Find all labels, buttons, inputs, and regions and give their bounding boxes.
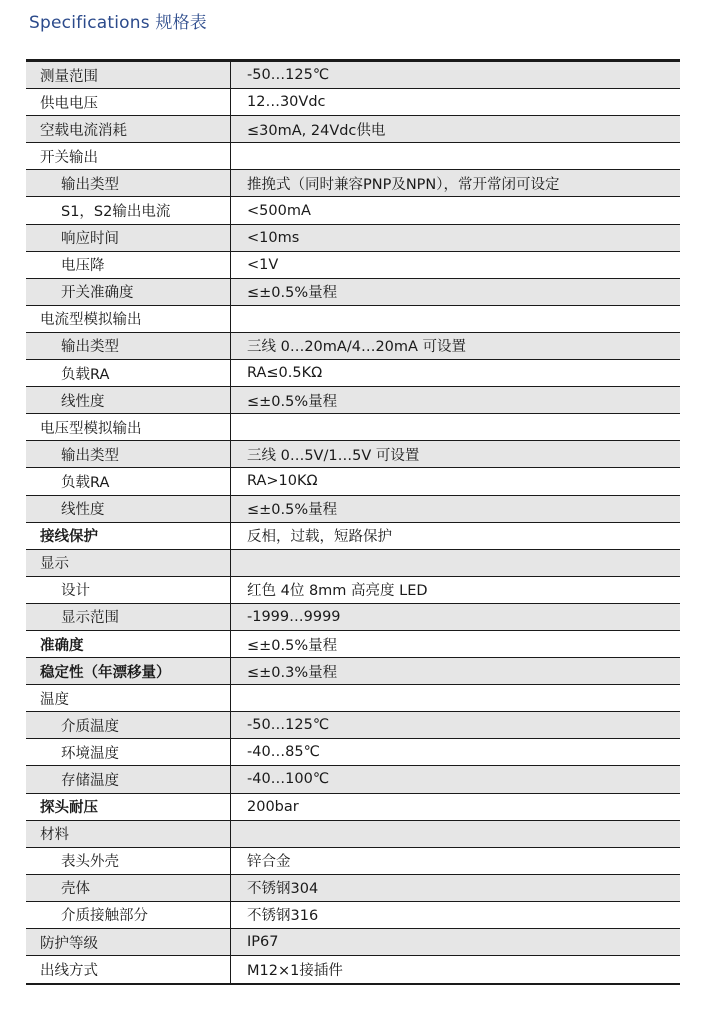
spec-label: 负载RA [26, 360, 231, 386]
spec-value [231, 821, 680, 847]
table-row [26, 523, 680, 550]
table-row [26, 712, 680, 739]
spec-value: 三线 0…5V/1…5V 可设置 [247, 447, 420, 464]
table-row [26, 414, 680, 441]
table-row [26, 143, 680, 170]
spec-label: 测量范围 [26, 62, 231, 88]
table-row [26, 225, 680, 252]
spec-value: ≤±0.5%量程 [247, 393, 338, 410]
table-row [26, 116, 680, 143]
spec-value: 红色 4位 8mm 高亮度 LED [247, 583, 428, 600]
spec-label: 环境温度 [26, 739, 231, 765]
spec-label: 电流型模拟输出 [26, 306, 231, 332]
table-row [26, 739, 680, 766]
spec-label: 开关输出 [26, 143, 231, 169]
spec-label: 存储温度 [26, 766, 231, 792]
spec-label: 温度 [26, 685, 231, 711]
table-row [26, 658, 680, 685]
spec-value: 不锈钢316 [247, 908, 319, 925]
spec-label: 出线方式 [26, 956, 231, 983]
spec-label: 介质接触部分 [26, 902, 231, 928]
spec-value: 反相，过载，短路保护 [247, 529, 392, 546]
spec-label: 材料 [26, 821, 231, 847]
spec-label: 输出类型 [26, 170, 231, 196]
specifications-table [26, 59, 680, 985]
spec-label: 显示范围 [26, 604, 231, 630]
page-title: Specifications 规格表 [29, 13, 208, 33]
spec-value: 不锈钢304 [247, 881, 319, 898]
spec-value: <1V [247, 256, 279, 273]
table-row [26, 360, 680, 387]
spec-value [231, 550, 680, 576]
spec-label: 负载RA [26, 468, 231, 494]
spec-label: 输出类型 [26, 333, 231, 359]
table-row [26, 170, 680, 197]
spec-value [231, 414, 680, 440]
spec-value: ≤±0.5%量程 [247, 637, 338, 654]
table-row [26, 685, 680, 712]
table-row [26, 766, 680, 793]
spec-label: 探头耐压 [26, 794, 231, 820]
spec-label: 电压降 [26, 252, 231, 278]
spec-label: 电压型模拟输出 [26, 414, 231, 440]
spec-value: -50…125℃ [247, 717, 330, 734]
spec-label: 开关准确度 [26, 279, 231, 305]
spec-label: 准确度 [26, 631, 231, 657]
spec-label: 稳定性（年漂移量） [26, 658, 231, 684]
spec-value [231, 306, 680, 332]
spec-value: RA≤0.5KΩ [247, 365, 323, 382]
table-row [26, 821, 680, 848]
spec-value: ≤±0.5%量程 [247, 502, 338, 519]
spec-value: 三线 0…20mA/4…20mA 可设置 [247, 339, 467, 356]
spec-label: 线性度 [26, 387, 231, 413]
spec-value: <500mA [247, 202, 311, 219]
spec-value: -1999…9999 [247, 608, 341, 625]
spec-label: 输出类型 [26, 441, 231, 467]
table-row [26, 279, 680, 306]
spec-label: 介质温度 [26, 712, 231, 738]
table-row [26, 387, 680, 414]
spec-value: <10ms [247, 229, 300, 246]
spec-value: ≤±0.5%量程 [247, 285, 338, 302]
table-row [26, 929, 680, 956]
spec-value: 12…30Vdc [247, 94, 326, 111]
spec-label: 壳体 [26, 875, 231, 901]
table-row [26, 441, 680, 468]
spec-value: 推挽式（同时兼容PNP及NPN），常开常闭可设定 [247, 176, 560, 193]
table-row [26, 89, 680, 116]
spec-value: IP67 [247, 934, 279, 951]
spec-label: S1，S2输出电流 [26, 197, 231, 223]
spec-value: ≤±0.3%量程 [247, 664, 338, 681]
spec-label: 空载电流消耗 [26, 116, 231, 142]
table-row [26, 496, 680, 523]
spec-value: ≤30mA, 24Vdc供电 [247, 122, 386, 139]
spec-value: -40…85℃ [247, 744, 320, 761]
spec-value: 200bar [247, 798, 299, 815]
table-row [26, 604, 680, 631]
spec-value: M12×1接插件 [247, 963, 343, 980]
table-row [26, 550, 680, 577]
spec-label: 表头外壳 [26, 848, 231, 874]
spec-value: 锌合金 [247, 854, 291, 871]
spec-label: 防护等级 [26, 929, 231, 955]
spec-value: RA>10KΩ [247, 473, 318, 490]
spec-value [231, 143, 680, 169]
table-row [26, 631, 680, 658]
spec-value: -50…125℃ [247, 67, 330, 84]
table-row [26, 333, 680, 360]
spec-label: 响应时间 [26, 225, 231, 251]
spec-label: 显示 [26, 550, 231, 576]
table-row [26, 197, 680, 224]
table-row [26, 306, 680, 333]
spec-label: 线性度 [26, 496, 231, 522]
spec-value [231, 685, 680, 711]
table-row [26, 902, 680, 929]
spec-label: 设计 [26, 577, 231, 603]
spec-value: -40…100℃ [247, 771, 330, 788]
table-row [26, 848, 680, 875]
table-row [26, 794, 680, 821]
spec-label: 接线保护 [26, 523, 231, 549]
table-row [26, 468, 680, 495]
spec-label: 供电电压 [26, 89, 231, 115]
table-row [26, 62, 680, 89]
table-row [26, 956, 680, 983]
table-row [26, 875, 680, 902]
table-row [26, 252, 680, 279]
table-row [26, 577, 680, 604]
